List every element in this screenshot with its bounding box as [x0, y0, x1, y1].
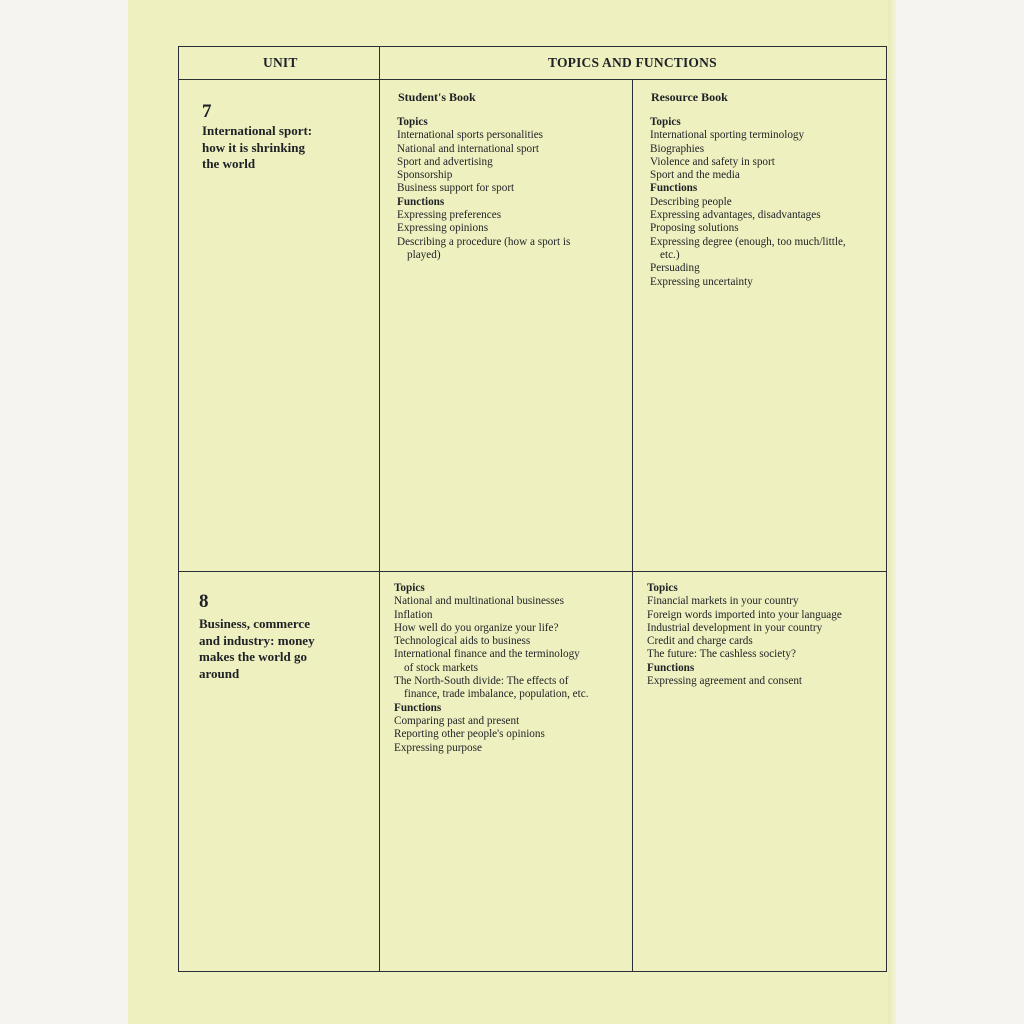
list-item: Reporting other people's opinions [394, 728, 545, 741]
unit-column-divider [379, 47, 380, 971]
syllabus-table [178, 46, 887, 972]
list-item: Expressing agreement and consent [647, 675, 803, 688]
list-item: Industrial development in your country [647, 621, 823, 634]
list-item: Violence and safety in sport [650, 155, 775, 168]
list-item: etc.) [660, 248, 680, 261]
unit-column-header: UNIT [263, 55, 298, 70]
list-item: Technological aids to business [394, 635, 531, 648]
unit-title-line: the world [202, 156, 256, 171]
unit-title-line: around [199, 665, 240, 681]
list-item: Describing people [650, 195, 732, 208]
list-item: Expressing uncertainty [650, 275, 753, 288]
header-divider [179, 79, 886, 80]
list-item: Expressing preferences [397, 209, 502, 222]
list-item: Expressing degree (enough, too much/little, [650, 235, 846, 248]
list-item: National and multinational businesses [394, 595, 564, 608]
section-heading: Topics [397, 116, 428, 128]
students-book-list [394, 582, 634, 755]
resource-book-list [647, 582, 883, 688]
unit-title-line: and industry: money [199, 632, 315, 648]
unit-title-line: International sport: [202, 123, 313, 138]
section-heading: Functions [397, 195, 445, 208]
section-heading: Topics [394, 582, 425, 594]
list-item: International sports personalities [397, 129, 544, 142]
resource-book-list [650, 116, 882, 289]
section-heading: Topics [647, 582, 678, 594]
list-item: Financial markets in your country [647, 595, 799, 608]
section-heading: Functions [394, 701, 442, 714]
list-item: Persuading [650, 262, 700, 275]
topics-functions-header: TOPICS AND FUNCTIONS [548, 55, 717, 70]
section-heading: Functions [647, 661, 695, 674]
list-item: International finance and the terminology [394, 648, 580, 661]
unit-title-line: Business, commerce [199, 616, 310, 631]
list-item: Expressing purpose [394, 741, 482, 754]
list-item: Proposing solutions [650, 222, 739, 235]
unit-row-divider [179, 571, 886, 572]
list-item: Describing a procedure (how a sport is [397, 235, 571, 248]
list-item: finance, trade imbalance, population, etc. [404, 688, 589, 701]
list-item: How well do you organize your life? [394, 621, 559, 634]
unit-title [199, 616, 374, 682]
unit-number: 7 [202, 101, 212, 122]
unit-title-line: how it is shrinking [202, 139, 305, 155]
list-item: Biographies [650, 142, 705, 155]
list-item: Expressing opinions [397, 222, 489, 235]
unit-title [202, 123, 377, 173]
list-item: Business support for sport [397, 182, 515, 195]
list-item: Foreign words imported into your language [647, 608, 842, 621]
list-item: The future: The cashless society? [647, 648, 796, 661]
unit-number: 8 [199, 591, 209, 612]
list-item: Sport and the media [650, 169, 740, 182]
students-book-header: Student's Book [398, 90, 476, 104]
list-item: The North-South divide: The effects of [394, 675, 569, 688]
list-item: International sporting terminology [650, 129, 805, 142]
students-book-list [397, 116, 637, 262]
list-item: National and international sport [397, 142, 539, 155]
list-item: Sponsorship [397, 169, 453, 182]
list-item: played) [407, 248, 441, 261]
list-item: Sport and advertising [397, 155, 493, 168]
list-item: of stock markets [404, 661, 478, 674]
list-item: Credit and charge cards [647, 635, 753, 648]
section-heading: Topics [650, 116, 681, 128]
section-heading: Functions [650, 182, 698, 195]
unit-title-line: makes the world go [199, 649, 307, 664]
list-item: Comparing past and present [394, 714, 520, 727]
list-item: Inflation [394, 608, 433, 621]
resource-book-header: Resource Book [651, 90, 728, 104]
list-item: Expressing advantages, disadvantages [650, 209, 821, 222]
